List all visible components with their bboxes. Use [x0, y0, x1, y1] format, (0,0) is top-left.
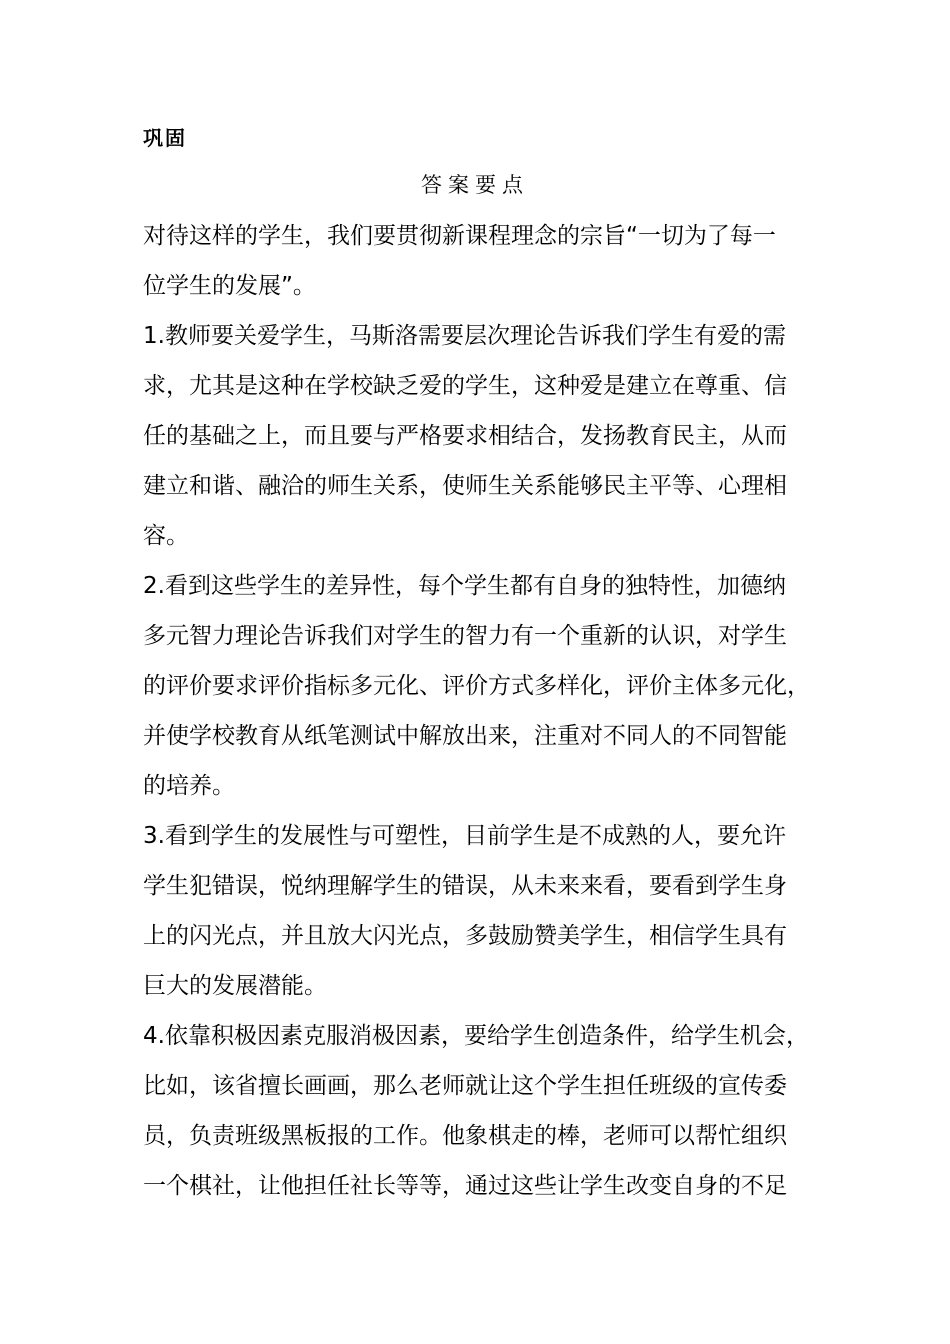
body-line: 多元智力理论告诉我们对学生的智力有一个重新的认识，对学生	[143, 623, 787, 649]
body-line: 一个棋社，让他担任社长等等，通过这些让学生改变自身的不足	[143, 1173, 787, 1199]
body-line: 建立和谐、融洽的师生关系，使师生关系能够民主平等、心理相	[143, 473, 787, 499]
body-line: 的评价要求评价指标多元化、评价方式多样化，评价主体多元化，	[143, 673, 810, 699]
section-label: 巩固	[143, 126, 187, 150]
body-line: 学生犯错误，悦纳理解学生的错误，从未来来看，要看到学生身	[143, 873, 787, 899]
body-line: 任的基础之上，而且要与严格要求相结合，发扬教育民主，从而	[143, 423, 787, 449]
body-line: 上的闪光点，并且放大闪光点，多鼓励赞美学生，相信学生具有	[143, 923, 787, 949]
body-line: 容。	[143, 523, 189, 549]
body-line: 位学生的发展”。	[143, 273, 316, 299]
body-line: 并使学校教育从纸笔测试中解放出来，注重对不同人的不同智能	[143, 723, 787, 749]
body-line: 巨大的发展潜能。	[143, 973, 327, 999]
document-title: 答案要点	[421, 173, 529, 197]
body-line: 2.看到这些学生的差异性，每个学生都有自身的独特性，加德纳	[143, 573, 786, 599]
body-line: 1.教师要关爱学生，马斯洛需要层次理论告诉我们学生有爱的需	[143, 323, 786, 349]
body-line: 4.依靠积极因素克服消极因素，要给学生创造条件，给学生机会，	[143, 1023, 809, 1049]
body-line: 3.看到学生的发展性与可塑性，目前学生是不成熟的人，要允许	[143, 823, 786, 849]
body-line: 比如，该省擅长画画，那么老师就让这个学生担任班级的宣传委	[143, 1073, 787, 1099]
body-line: 员，负责班级黑板报的工作。他象棋走的棒，老师可以帮忙组织	[143, 1123, 787, 1149]
body-line: 对待这样的学生，我们要贯彻新课程理念的宗旨“一切为了每一	[143, 223, 776, 249]
body-line: 的培养。	[143, 773, 235, 799]
body-line: 求，尤其是这种在学校缺乏爱的学生，这种爱是建立在尊重、信	[143, 373, 787, 399]
